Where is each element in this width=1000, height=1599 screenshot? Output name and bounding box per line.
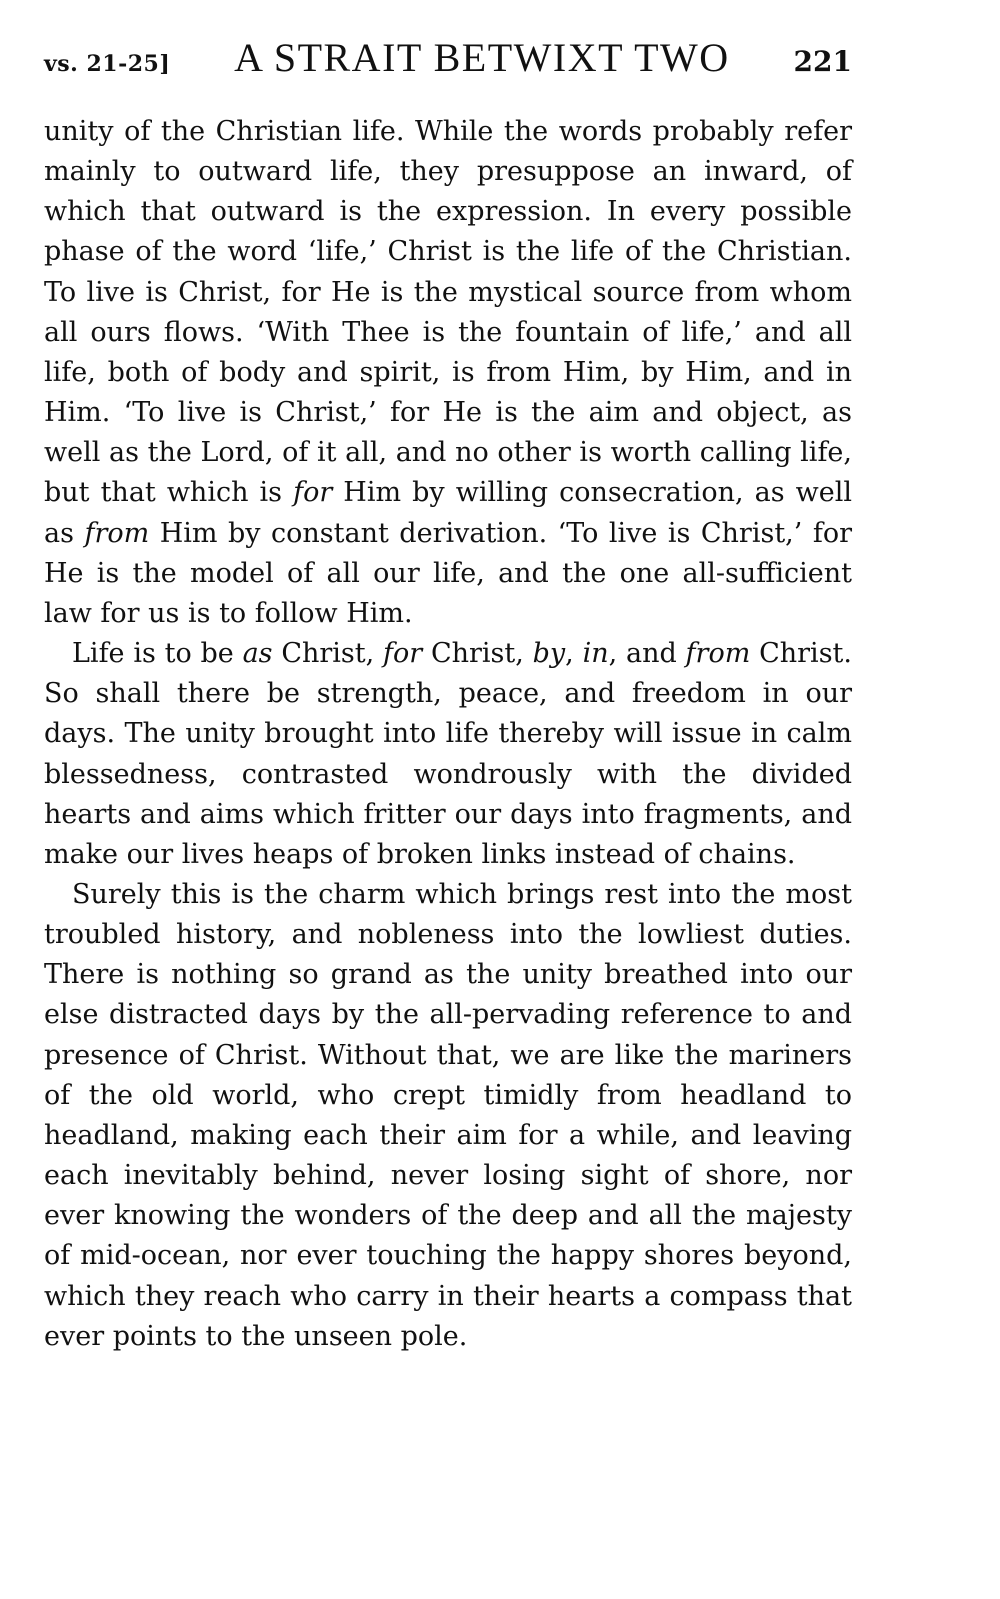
- italic-run: from: [685, 638, 751, 670]
- page-number: 221: [793, 45, 852, 78]
- paragraph-3: [44, 875, 852, 1357]
- italic-run: from: [84, 517, 150, 549]
- text-run: Christ,: [272, 638, 383, 670]
- text-run: Surely this is the charm which brings rest into the most troubled history, and nobleness into the lowliest duties. There is nothing so grand as the unity breathed into our else distracted days by the all-pervading reference to and presence of Christ. Without that, we are like the mariners of the old world, who crept timidly from headland to headland, making each their aim for a while, and leaving each inevitably behind, never losing sight of shore, nor ever knowing the wonders of the deep and all the majesty of mid-ocean, nor ever touching the happy shores beyond, which they reach who carry in their hearts a compass that ever points to the unseen pole.: [44, 878, 852, 1352]
- running-head: [44, 34, 852, 90]
- italic-run: for: [383, 638, 423, 670]
- text-run: Life is to be: [72, 638, 243, 670]
- body-text: [44, 112, 852, 1357]
- text-run: Christ,: [422, 638, 533, 670]
- book-page: [44, 34, 852, 1357]
- text-run: unity of the Christian life. While the words probably refer mainly to outward life, they presuppose an inward, of which that outward is the expression. In every possible phase of the word ‘life,’ Christ is the life of the Christian. To live is Christ, for He is the mystical source from whom all ours flows. ‘With Thee is the fountain of life,’ and all life, both of body and spirit, is from Him, by Him, and in Him. ‘To live is Christ,’ for He is the aim and object, as well as the Lord, of it all, and no other is worth calling life, but that which is: [44, 116, 852, 509]
- italic-run: as: [242, 638, 273, 670]
- paragraph-1: [44, 112, 852, 634]
- text-run: ,: [565, 638, 583, 670]
- text-run: Christ. So shall there be strength, peace, and freedom in our days. The unity brought into life thereby will issue in calm blessedness, contrasted wondrously with the divided hearts and aims which fritter our days into fragments, and make our lives heaps of broken links instead of chains.: [44, 638, 852, 870]
- paragraph-2: [44, 634, 852, 875]
- italic-run: in: [582, 638, 609, 670]
- text-run: , and: [608, 638, 686, 670]
- verse-reference: vs. 21-25]: [44, 51, 171, 77]
- italic-run: by: [532, 638, 566, 670]
- running-title: A STRAIT BETWIXT TWO: [234, 35, 730, 80]
- italic-run: for: [293, 477, 333, 509]
- text-run: Him by constant derivation. ‘To live is Christ,’ for He is the model of all our life, and the one all-sufficient law for us is to follow Him.: [44, 517, 852, 629]
- text-run: Him by willing consecration, as well as: [44, 477, 852, 549]
